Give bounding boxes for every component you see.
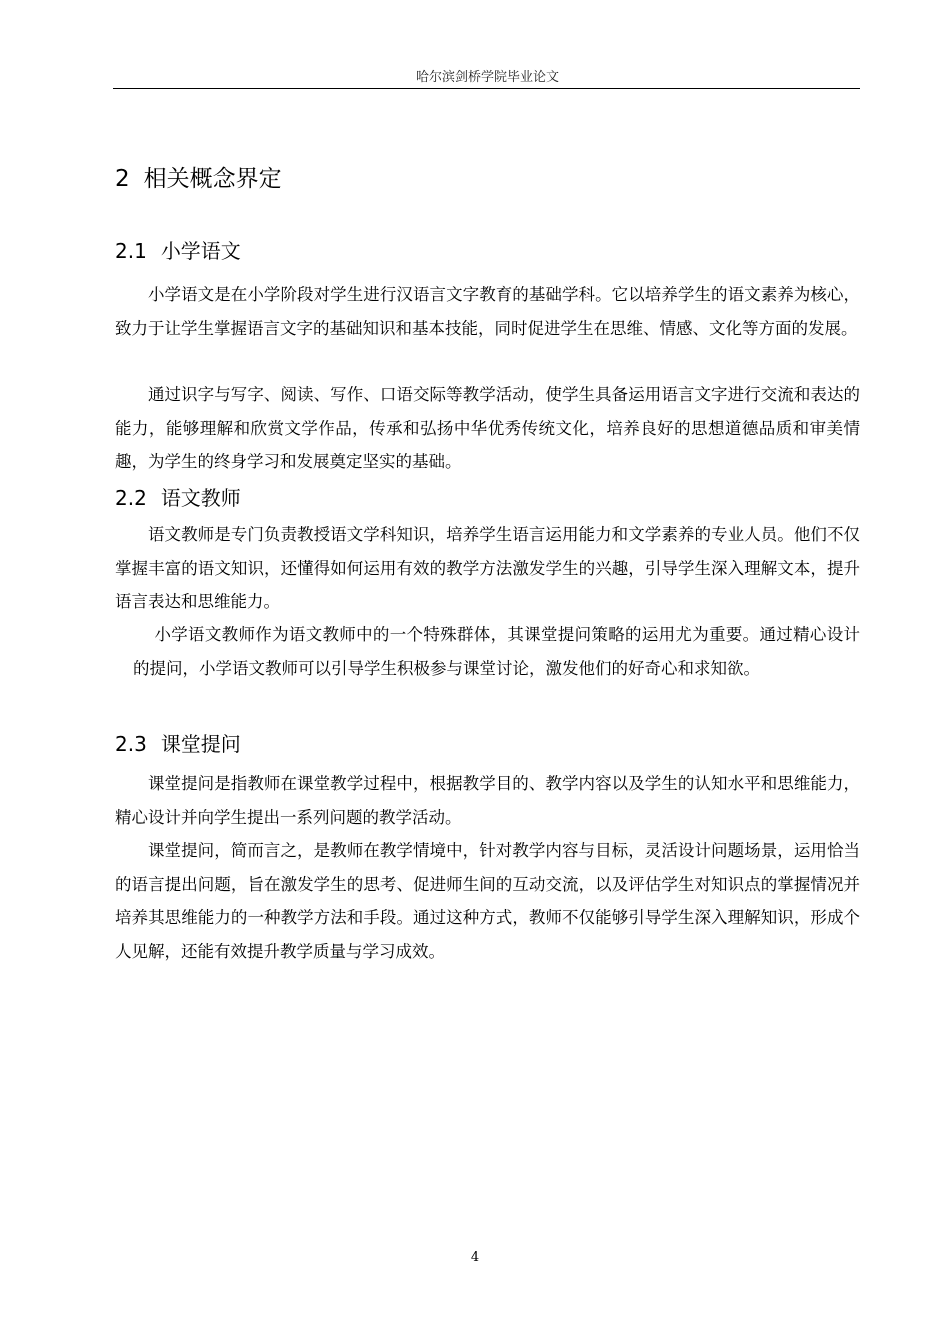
- paragraph: 语文教师是专门负责教授语文学科知识，培养学生语言运用能力和文学素养的专业人员。他们不仅掌握丰富的语文知识，还懂得如何运用有效的教学方法激发学生的兴趣，引导学生深入理解文本，提升语言表达和思维能力。: [115, 525, 860, 611]
- header-divider: [113, 88, 860, 89]
- paragraph: 通过识字与写字、阅读、写作、口语交际等教学活动，使学生具备运用语言文字进行交流和表达的能力，能够理解和欣赏文学作品，传承和弘扬中华优秀传统文化，培养良好的思想道德品质和审美情趣，为学生的终身学习和发展奠定坚实的基础。: [115, 385, 860, 471]
- section-title: 课堂提问: [160, 732, 241, 756]
- chapter-title: 相关概念界定: [143, 166, 282, 192]
- section-title: 小学语文: [160, 239, 241, 263]
- section-heading-2-2: [115, 482, 241, 511]
- section-number: 2.1: [115, 239, 147, 263]
- section-number: 2.3: [115, 732, 147, 756]
- paragraph: 小学语文教师作为语文教师中的一个特殊群体，其课堂提问策略的运用尤为重要。通过精心设计的提问，小学语文教师可以引导学生积极参与课堂讨论，激发他们的好奇心和求知欲。: [133, 625, 860, 678]
- section-heading-2-3: [115, 728, 241, 757]
- section-heading-2-1: [115, 235, 241, 264]
- paragraph: 课堂提问是指教师在课堂教学过程中，根据教学目的、教学内容以及学生的认知水平和思维能力，精心设计并向学生提出一系列问题的教学活动。: [115, 774, 860, 827]
- page-number: 4: [470, 1250, 480, 1265]
- chapter-heading: [115, 160, 282, 193]
- section-number: 2.2: [115, 486, 147, 510]
- section-title: 语文教师: [160, 486, 241, 510]
- paragraph: 小学语文是在小学阶段对学生进行汉语言文字教育的基础学科。它以培养学生的语文素养为核心，致力于让学生掌握语言文字的基础知识和基本技能，同时促进学生在思维、情感、文化等方面的发展。: [115, 285, 860, 338]
- chapter-number: 2: [115, 166, 130, 192]
- paragraph: 课堂提问，简而言之，是教师在教学情境中，针对教学内容与目标，灵活设计问题场景，运用恰当的语言提出问题，旨在激发学生的思考、促进师生间的互动交流，以及评估学生对知识点的掌握情况并培养其思维能力的一种教学方法和手段。通过这种方式，教师不仅能够引导学生深入理解知识，形成个人见解，还能有效提升教学质量与学习成效。: [115, 841, 860, 961]
- page-header: 哈尔滨剑桥学院毕业论文: [415, 70, 559, 85]
